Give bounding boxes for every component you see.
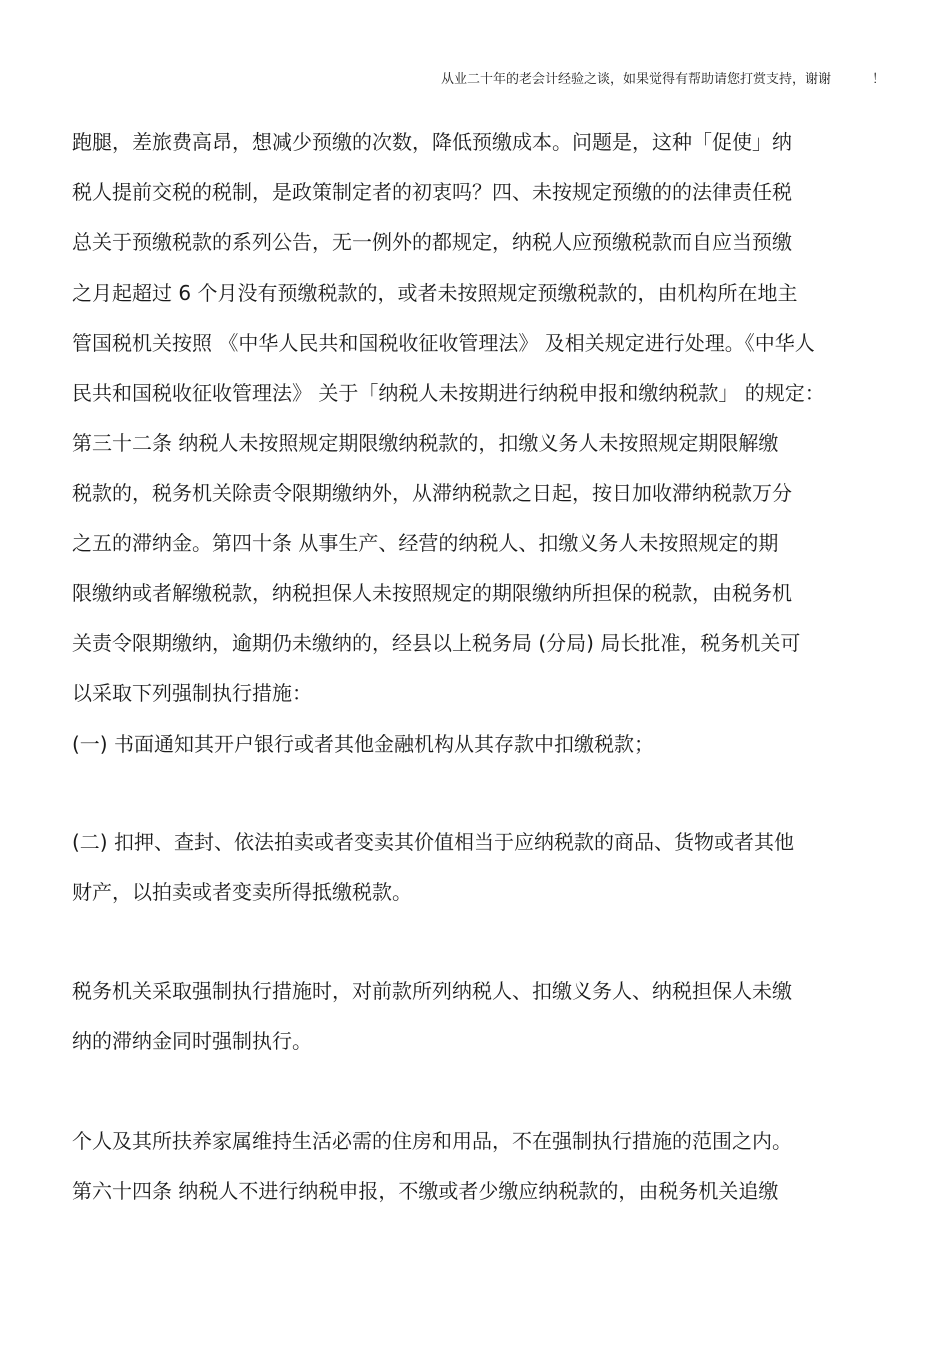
- text-line: 总关于预缴税款的系列公告，无一例外的都规定，纳税人应预缴税款而自应当预缴: [72, 230, 792, 254]
- text-line: 以采取下列强制执行措施：: [72, 681, 312, 705]
- list-item: (一) 书面通知其开户银行或者其他金融机构从其存款中扣缴税款；: [72, 732, 654, 756]
- text-line: 管国税机关按照 《中华人民共和国税收征收管理法》 及相关规定进行处理。《中华人: [72, 331, 815, 355]
- text-line: 第六十四条 纳税人不进行纳税申报，不缴或者少缴应纳税款的，由税务机关追缴: [72, 1179, 779, 1203]
- text-line: 限缴纳或者解缴税款，纳税担保人未按照规定的期限缴纳所担保的税款，由税务机: [72, 581, 792, 605]
- text-line: 关责令限期缴纳，逾期仍未缴纳的，经县以上税务局 (分局) 局长批准，税务机关可: [72, 631, 801, 655]
- page-header: [0, 68, 950, 88]
- text-line: 之五的滞纳金。第四十条 从事生产、经营的纳税人、扣缴义务人未按照规定的期: [72, 531, 779, 555]
- text-line: 民共和国税收征收管理法》 关于「纳税人未按期进行纳税申报和缴纳税款」 的规定：: [72, 381, 825, 405]
- header-exclamation: ！: [872, 72, 886, 87]
- text-line: 个人及其所扶养家属维持生活必需的住房和用品，不在强制执行措施的范围之内。: [72, 1129, 792, 1153]
- text-line: 跑腿，差旅费高昂，想减少预缴的次数，降低预缴成本。问题是，这种「促使」纳: [72, 130, 792, 154]
- list-item: (二) 扣押、查封、依法拍卖或者变卖其价值相当于应纳税款的商品、货物或者其他: [72, 830, 794, 854]
- text-line: 税务机关采取强制执行措施时，对前款所列纳税人、扣缴义务人、纳税担保人未缴: [72, 979, 792, 1003]
- text-line: 纳的滞纳金同时强制执行。: [72, 1029, 312, 1053]
- text-line: 财产，以拍卖或者变卖所得抵缴税款。: [72, 880, 412, 904]
- header-text: 从业二十年的老会计经验之谈，如果觉得有帮助请您打赏支持，谢谢: [441, 72, 832, 87]
- text-line: 税人提前交税的税制，是政策制定者的初衷吗？四、未按规定预缴的的法律责任税: [72, 180, 792, 204]
- text-line: 之月起超过 6 个月没有预缴税款的，或者未按照规定预缴税款的，由机构所在地主: [72, 281, 798, 305]
- text-line: 第三十二条 纳税人未按照规定期限缴纳税款的，扣缴义务人未按照规定期限解缴: [72, 431, 779, 455]
- text-line: 税款的，税务机关除责令限期缴纳外，从滞纳税款之日起，按日加收滞纳税款万分: [72, 481, 792, 505]
